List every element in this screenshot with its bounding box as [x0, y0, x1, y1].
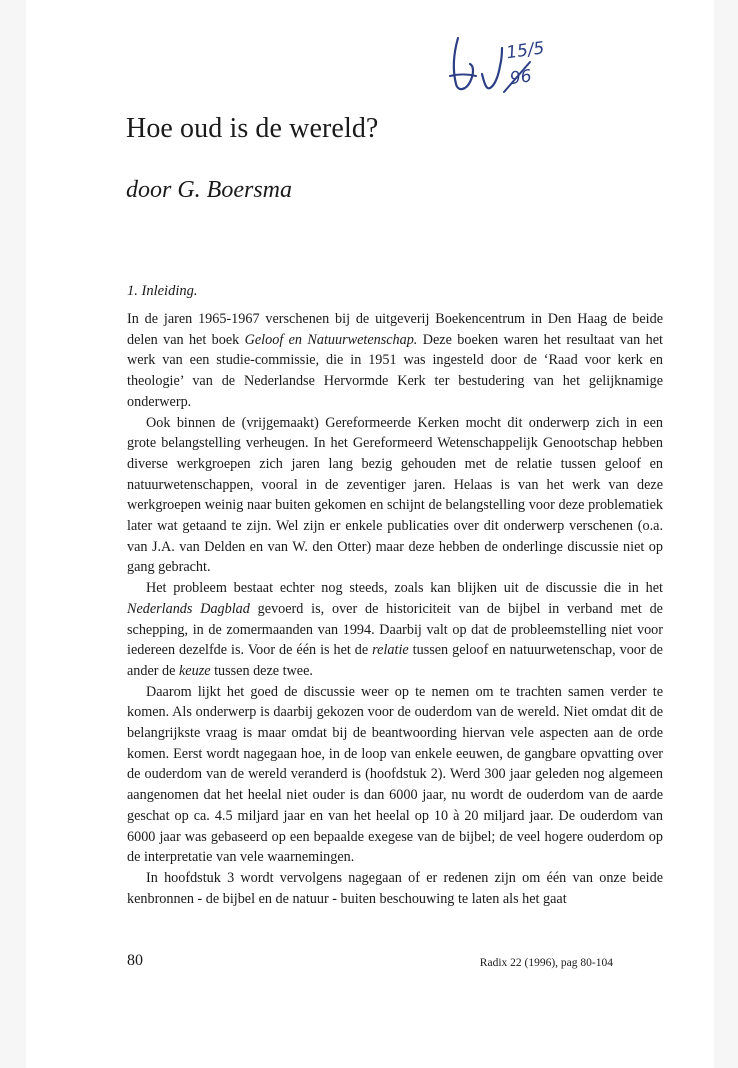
page-number: 80 [127, 952, 143, 969]
italic-text: Nederlands Dagblad [127, 600, 250, 617]
paragraph-text: tussen geloof en natuurwetenschap, voor de ander de [127, 642, 663, 679]
journal-citation: Radix 22 (1996), pag 80-104 [479, 957, 613, 969]
italic-text: Geloof en Natuurwetenschap. [244, 331, 418, 348]
body-paragraph [127, 868, 663, 909]
paragraph-text: tussen deze twee. [210, 662, 313, 679]
paper-page [26, 0, 714, 1068]
handwritten-date: 15/5 96 [505, 38, 546, 90]
paragraph-text: Ook binnen de (vrijgemaakt) Gereformeerde Kerken mocht dit onderwerp zich in een grote belangstelling verheugen. In het Gereformeerd Wetenschappelijk Genootschap hebben diverse werkgroepen zich jaren lang bezig gehouden met de relatie tussen geloof en natuurwetenschappen, vooral in de zeventiger jaren. Helaas is van het werk van deze werkgroepen weinig naar buiten gekomen en schijnt de belangstelling voor deze problematiek later wat getaand te zijn. Wel zijn er enkele publicaties over dit onderwerp verschenen (o.a. van J.A. van Delden en van W. den Otter) maar deze hebben de onderlinge discussie niet op gang gebracht. [127, 414, 663, 576]
italic-text: relatie [372, 642, 409, 659]
paragraph-text: Het probleem bestaat echter nog steeds, zoals kan blijken uit de discussie die in het [146, 580, 663, 597]
paragraph-text: In de jaren 1965-1967 verschenen bij de uitgeverij Boekencentrum in Den Haag de beide delen van het boek [127, 311, 663, 348]
paragraph-text: In hoofdstuk 3 wordt vervolgens nagegaan of er redenen zijn om één van onze beide kenbronnen - de bijbel en de natuur - buiten beschouwing te laten als het gaat [127, 869, 663, 907]
paragraph-text: Daarom lijkt het goed de discussie weer op te nemen om te trachten samen verder te komen. Als onderwerp is daarbij gekozen voor de ouderdom van de wereld. Niet omdat dit de belangrijkste vraag is maar omdat bij de beantwoording hiervan vele aspecten aan de orde komen. Eerst wordt nagegaan hoe, in de loop van enkele eeuwen, de gangbare opvatting over de ouderdom van de wereld veranderd is (hoofdstuk 2). Werd 300 jaar geleden nog algemeen aangenomen dat het heelal niet ouder is dan 6000 jaar, nu wordt de ouderdom van de aarde geschat op ca. 4.5 miljard jaar en van het heelal op 10 à 20 miljard jaar. De ouderdom van 6000 jaar was gebaseerd op een bepaalde exegese van de bijbel; de veel hogere ouderdom op de interpretatie van vele waarnemingen. [127, 683, 663, 866]
article-title: Hoe oud is de wereld? [126, 113, 379, 144]
paragraph-text: gevoerd is, over de historiciteit van de bijbel in verband met de schepping, in de zomermaanden van 1994. Daarbij valt op dat de probleemstelling niet voor iedereen dezelfde is. Voor de één is het de [127, 600, 663, 659]
paragraph-text: Deze boeken waren het resultaat van het werk van een studie-commissie, die in 1951 was ingesteld door de ‘Raad voor kerk en theologie’ van de Nederlandse Hervormde Kerk ter bestudering van het gelijknamige onderwerp. [127, 331, 663, 410]
body-paragraph [127, 309, 663, 413]
body-paragraph [127, 413, 663, 579]
article-author: door G. Boersma [126, 177, 292, 203]
italic-text: keuze [179, 662, 211, 679]
body-paragraph [127, 578, 663, 682]
article-body [127, 309, 663, 909]
body-paragraph [127, 682, 663, 868]
handwritten-annotation [444, 30, 574, 110]
section-heading: 1. Inleiding. [127, 283, 198, 299]
